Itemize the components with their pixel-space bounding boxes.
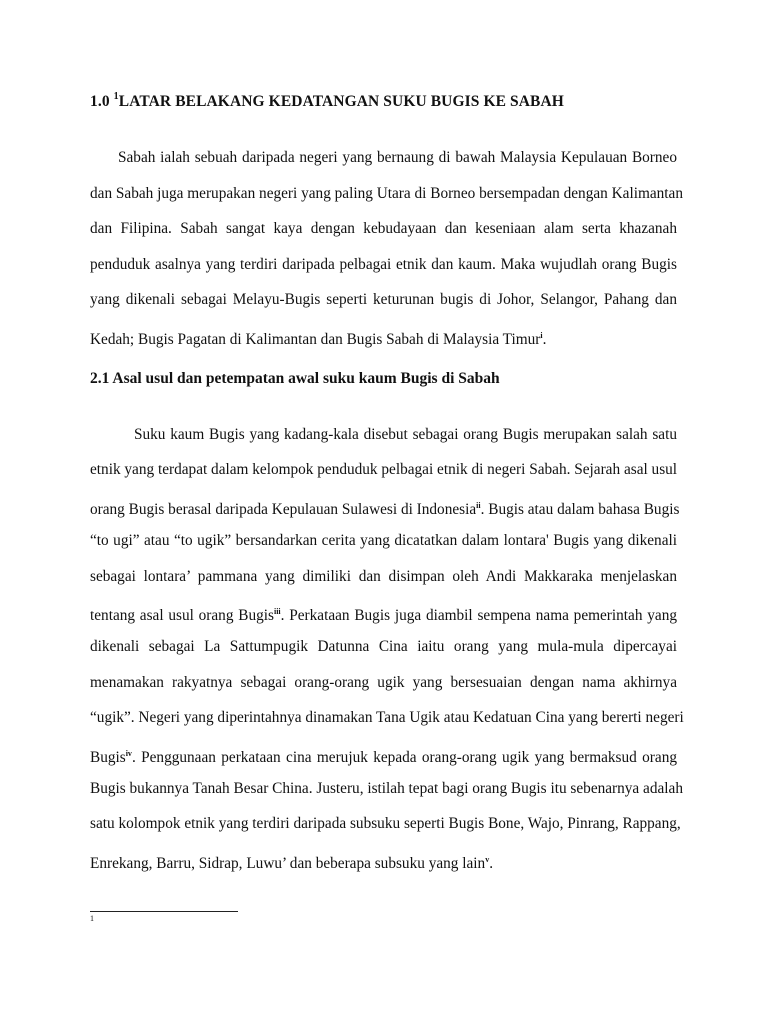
paragraph-line: dan Sabah juga merupakan negeri yang paling Utara di Borneo bersempadan dengan Kalimantan	[90, 184, 683, 202]
paragraph-2	[90, 417, 684, 877]
endnote-ref: ii	[476, 500, 481, 510]
paragraph-line: satu kolompok etnik yang terdiri daripada subsuku seperti Bugis Bone, Wajo, Pinrang, Rappang,	[90, 815, 681, 833]
paragraph-line: Sabah ialah sebuah daripada negeri yang bernaung di bawah Malaysia Kepulauan Borneo	[118, 149, 677, 166]
paragraph-line	[90, 488, 680, 523]
line-text: tentang asal usul orang Bugis	[90, 606, 274, 624]
line-text: Enrekang, Barru, Sidrap, Luwu’ dan beberapa subsuku yang lain	[90, 854, 486, 872]
footnote-ref: 1	[113, 91, 119, 102]
paragraph-line: Suku kaum Bugis yang kadang-kala disebut sebagai orang Bugis merupakan salah satu	[134, 426, 677, 443]
paragraph-line: “to ugi” atau “to ugik” bersandarkan cerita yang dicatatkan dalam lontara' Bugis yang dikenali	[90, 532, 677, 550]
line-text: . Bugis atau dalam bahasa Bugis	[480, 500, 680, 518]
paragraph-line: “ugik”. Negeri yang diperintahnya dinamakan Tana Ugik atau Kedatuan Cina yang bererti negeri	[90, 709, 684, 727]
paragraph-line: dikenali sebagai La Sattumpugik Datunna Cina iaitu orang yang mula-mula dipercayai	[90, 638, 677, 656]
line-text: orang Bugis berasal daripada Kepulauan Sulawesi di Indonesia	[90, 500, 477, 518]
paragraph-line: penduduk asalnya yang terdiri daripada pelbagai etnik dan kaum. Maka wujudlah orang Bugis	[90, 255, 677, 273]
line-end: .	[542, 330, 547, 348]
line-text: Kedah; Bugis Pagatan di Kalimantan dan Bugis Sabah di Malaysia Timur	[90, 330, 541, 348]
line-text: Bugis	[90, 748, 126, 766]
paragraph-line: dan Filipina. Sabah sangat kaya dengan kebudayaan dan keseniaan alam serta khazanah	[90, 220, 677, 238]
paragraph-line: sebagai lontara’ pammana yang dimiliki dan disimpan oleh Andi Makkaraka menjelaskan	[90, 567, 677, 585]
endnote-ref: i	[540, 330, 543, 340]
section-title: LATAR BELAKANG KEDATANGAN SUKU BUGIS KE SABAH	[118, 93, 564, 111]
endnote-ref: iv	[125, 748, 132, 758]
paragraph-line	[90, 318, 677, 354]
section-number: 1.0	[90, 93, 114, 111]
line-text: . Penggunaan perkataan cina merujuk kepada orang-orang ugik yang bermaksud orang	[131, 748, 677, 766]
section-heading-2: 2.1 Asal usul dan petempatan awal suku kaum Bugis di Sabah	[90, 370, 500, 387]
endnote-ref: iii	[273, 606, 281, 616]
paragraph-1	[90, 140, 683, 354]
paragraph-line	[90, 736, 677, 771]
paragraph-line: Bugis bukannya Tanah Besar China. Justeru, istilah tepat bagi orang Bugis itu sebenarnya adalah	[90, 779, 683, 797]
paragraph-line: yang dikenali sebagai Melayu-Bugis seperti keturunan bugis di Johor, Selangor, Pahang dan	[90, 291, 677, 309]
footnote-separator	[90, 911, 238, 912]
section-heading-1	[90, 92, 564, 111]
footnote-number: 1	[90, 914, 94, 923]
line-text: . Perkataan Bugis juga diambil sempena nama pemerintah yang	[280, 606, 677, 624]
paragraph-line: menamakan rakyatnya sebagai orang-orang ugik yang bersesuaian dengan nama akhirnya	[90, 673, 677, 691]
paragraph-line	[90, 842, 677, 877]
endnote-ref: v	[485, 854, 490, 864]
line-text: .	[489, 854, 494, 872]
paragraph-line	[90, 594, 677, 629]
paragraph-line: etnik yang terdapat dalam kelompok penduduk pelbagai etnik di negeri Sabah. Sejarah asal usul	[90, 461, 678, 479]
